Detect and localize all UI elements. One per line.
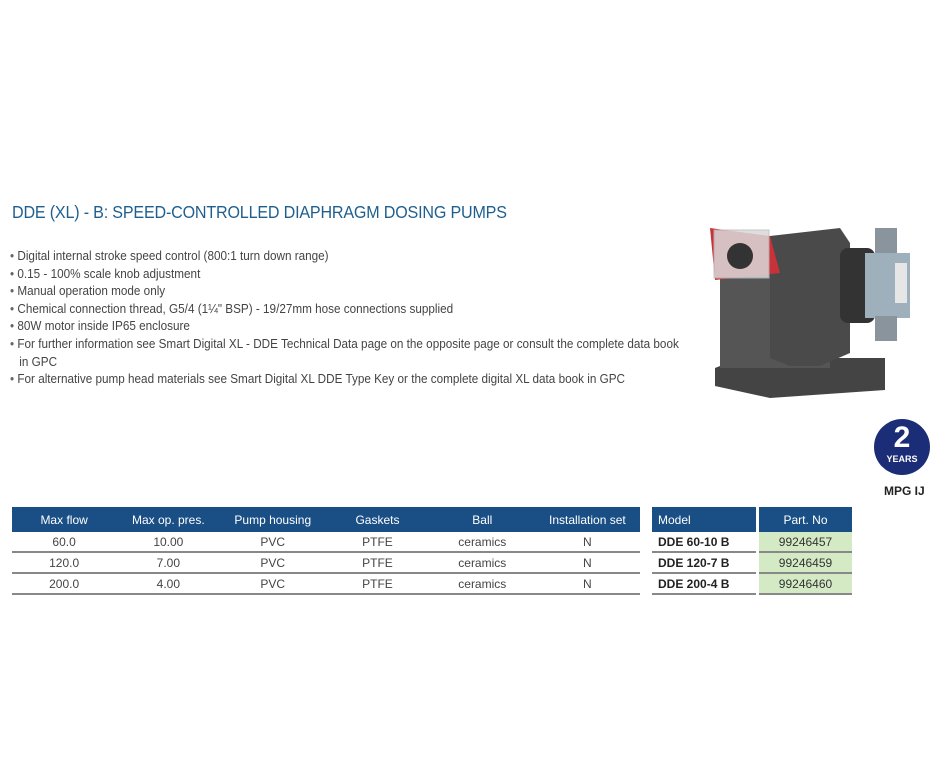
warranty-badge: [874, 419, 930, 475]
feature-item: • For further information see Smart Digital XL - DDE Technical Data page on the opposite page or consult the complete data book in GPC: [10, 336, 689, 371]
table-cell: PVC: [220, 573, 325, 594]
column-header: Installation set: [535, 507, 640, 532]
model-cell: DDE 200-4 B: [652, 573, 758, 594]
table-cell: PTFE: [325, 552, 430, 573]
table-header-row: [12, 507, 640, 532]
table-cell: 10.00: [116, 532, 220, 552]
table-cell: N: [535, 573, 640, 594]
feature-item: • Digital internal stroke speed control (800:1 turn down range): [10, 248, 689, 266]
column-header: Max op. pres.: [116, 507, 220, 532]
table-cell: 120.0: [12, 552, 116, 573]
column-header: Gaskets: [325, 507, 430, 532]
feature-item: • Manual operation mode only: [10, 283, 689, 301]
feature-item: • For alternative pump head materials see Smart Digital XL DDE Type Key or the complete digital XL data book in GPC: [10, 371, 689, 389]
feature-item: • 80W motor inside IP65 enclosure: [10, 318, 689, 336]
table-cell: 4.00: [116, 573, 220, 594]
table-cell: ceramics: [430, 573, 535, 594]
column-header: Ball: [430, 507, 535, 532]
mpg-label: MPG IJ: [884, 484, 925, 498]
table-cell: ceramics: [430, 532, 535, 552]
table-cell: PTFE: [325, 532, 430, 552]
table-row: [12, 532, 640, 552]
part-number-cell: 99246460: [758, 573, 853, 594]
table-cell: N: [535, 552, 640, 573]
table-cell: PVC: [220, 552, 325, 573]
feature-list: [10, 248, 689, 389]
column-header: Max flow: [12, 507, 116, 532]
table-row: [12, 552, 640, 573]
table-cell: 60.0: [12, 532, 116, 552]
part-number-cell: 99246457: [758, 532, 853, 552]
page-title: DDE (XL) - B: SPEED-CONTROLLED DIAPHRAGM DOSING PUMPS: [12, 202, 507, 222]
spec-table: [12, 507, 640, 595]
column-header: Pump housing: [220, 507, 325, 532]
feature-item: • Chemical connection thread, G5/4 (1¼" BSP) - 19/27mm hose connections supplied: [10, 301, 689, 319]
table-cell: 7.00: [116, 552, 220, 573]
table-row: [652, 552, 852, 573]
table-header-row: [652, 507, 852, 532]
table-row: [652, 532, 852, 552]
part-number-cell: 99246459: [758, 552, 853, 573]
column-header: Part. No: [758, 507, 853, 532]
feature-item: • 0.15 - 100% scale knob adjustment: [10, 266, 689, 284]
model-cell: DDE 60-10 B: [652, 532, 758, 552]
model-cell: DDE 120-7 B: [652, 552, 758, 573]
table-cell: N: [535, 532, 640, 552]
table-row: [652, 573, 852, 594]
column-header: Model: [652, 507, 758, 532]
model-table: [652, 507, 852, 595]
table-cell: ceramics: [430, 552, 535, 573]
warranty-years-label: YEARS: [886, 454, 918, 464]
table-cell: PTFE: [325, 573, 430, 594]
table-cell: 200.0: [12, 573, 116, 594]
table-row: [12, 573, 640, 594]
table-cell: PVC: [220, 532, 325, 552]
warranty-years-number: 2: [893, 421, 911, 454]
pump-image: [700, 218, 910, 408]
